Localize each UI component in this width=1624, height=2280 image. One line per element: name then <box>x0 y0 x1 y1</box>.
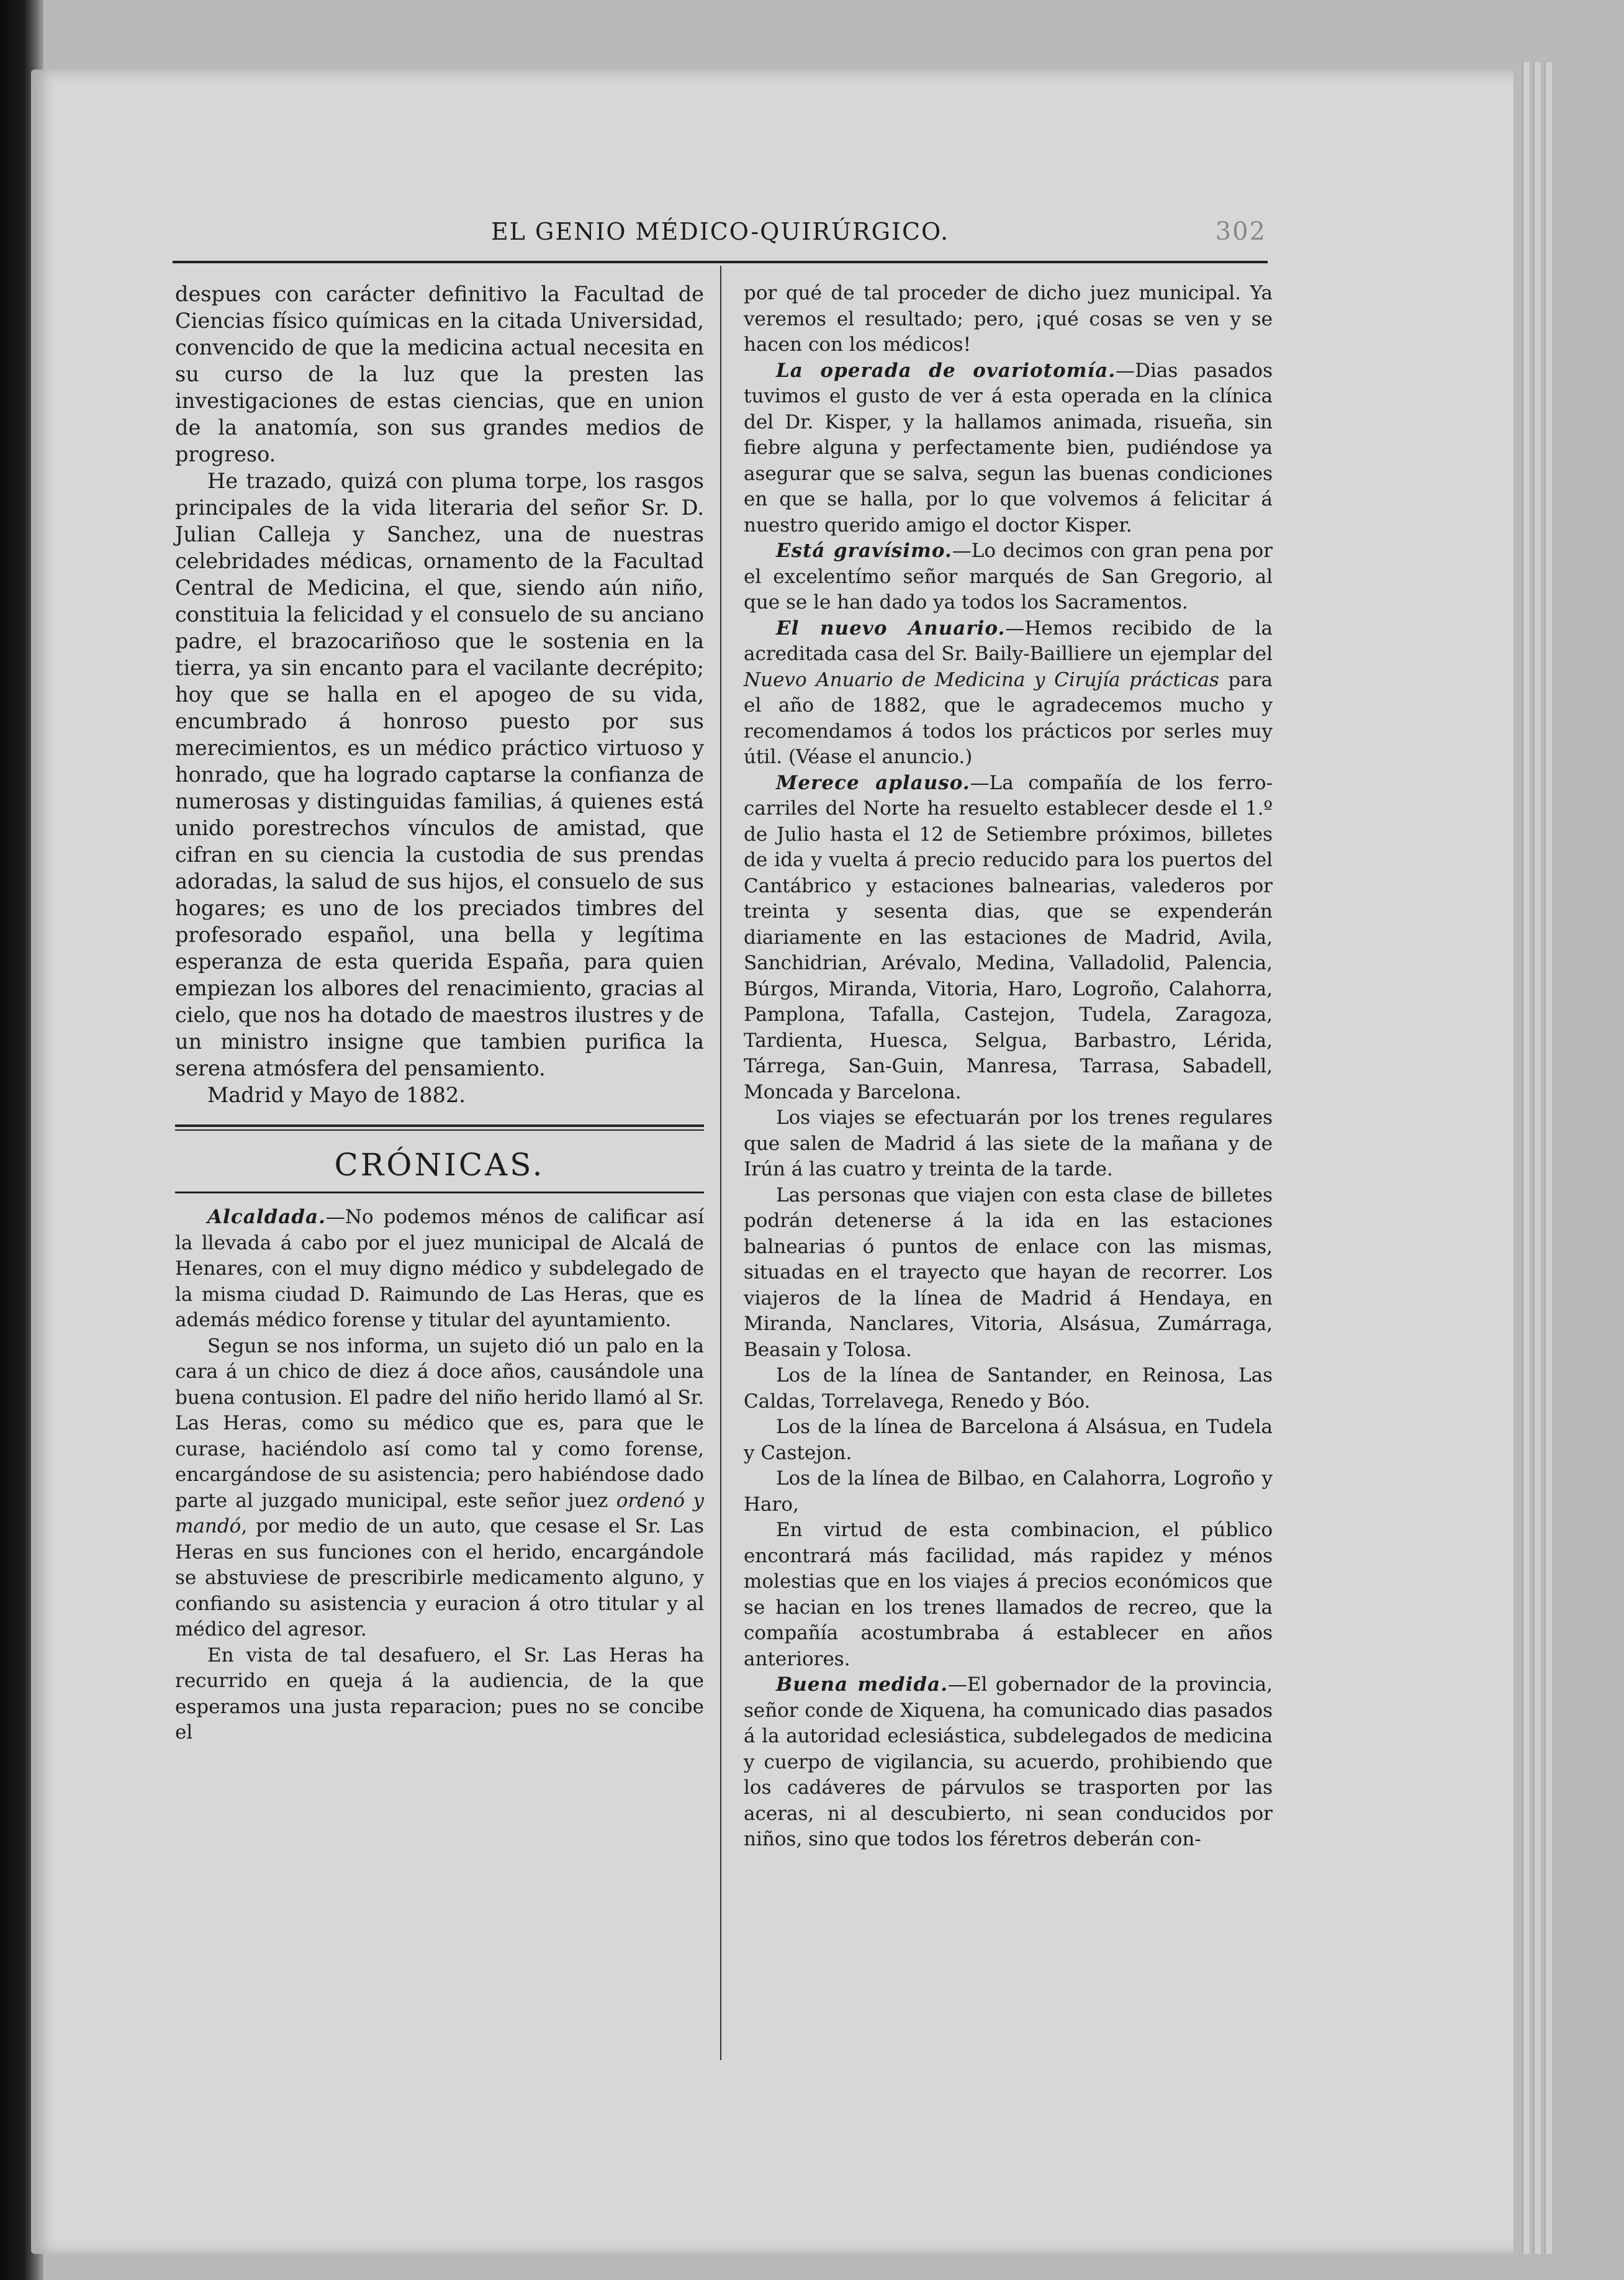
paragraph: He trazado, quizá con pluma torpe, los rasgos principales de la vida literaria del señor Sr. D. Julian Calleja y Sanchez, una de nuestras celebridades médicas, ornamento de la Facultad Central de Medicina, el que, siendo aún niño, constituia la felicidad y el consuelo de su anciano padre, el brazocariñoso que le sostenia en la tierra, ya sin encanto para el vacilante decrépito; hoy que se halla en el apogeo de su vida, encumbrado á honroso puesto por sus merecimientos, es un médico práctico virtuoso y honrado, que ha logrado captarse la confianza de numerosas y distinguidas familias, á quienes está unido porestrechos vínculos de amistad, que cifran en su ciencia la custodia de sus prendas adoradas, la salud de sus hijos, el consuelo de sus hogares; es uno de los preciados timbres del profesorado español, una bella y legítima esperanza de esta querida España, para quien empiezan los albores del renacimiento, gracias al cielo, que nos ha dotado de maestros ilustres y de un ministro insigne que tambien purifica la serena atmósfera del pensamiento. <box>175 469 704 1080</box>
page-edge <box>1522 62 1530 2254</box>
paragraph: En virtud de esta combinacion, el público encontrará más facilidad, más rapidez y ménos molestias que en los viajes á precios económicos que se hacian en los trenes llamados de recreo, que la compañía acostumbraba á establecer en años anteriores. <box>744 1519 1273 1670</box>
italic-title: Nuevo Anuario de Medicina y Cirujía prácticas <box>744 668 1219 691</box>
item-text: para el año de 1882, que le agradecemos mucho y recomendamos á todos los prácticos por serles muy útil. (Véase el anuncio.) <box>744 668 1273 768</box>
page-edge <box>1533 62 1541 2254</box>
item-heading: Está gravísimo. <box>776 540 952 562</box>
paragraph <box>744 1672 1273 1853</box>
header-rule <box>173 261 1268 263</box>
section-rule <box>175 1192 704 1193</box>
item-heading: Buena medida. <box>776 1673 948 1696</box>
page-title: EL GENIO MÉDICO-QUIRÚRGICO. <box>490 218 950 245</box>
paragraph <box>175 1334 704 1643</box>
item-text: —El gobernador de la provincia, señor conde de Xiquena, ha comunicado dias pasados á la autoridad eclesiástica, subdelegados de medicina y cuerpo de vigilancia, su acuerdo, prohibiendo que los cadáveres de párvulos se trasporten por las aceras, ni al descubierto, ni sean conducidos por niños, sino que todos los féretros deberán con- <box>744 1673 1273 1850</box>
page-edge <box>1545 62 1552 2254</box>
paragraph <box>744 616 1273 771</box>
paragraph: En vista de tal desafuero, el Sr. Las Heras ha recurrido en queja á la audiencia, de la que esperamos una justa reparacion; pues no se concibe el <box>175 1644 704 1744</box>
running-header <box>174 209 1266 255</box>
item-text: —La compañía de los ferro-carriles del Norte ha resuelto establecer desde el 1.º de Julio hasta el 12 de Setiembre próximos, billetes de ida y vuelta á precio reducido para los puertos del Cantábrico y estaciones balnearias, valederos por treinta y sesenta dias, que se expenderán diariamente en las estaciones de Madrid, Avila, Sanchidrian, Arévalo, Medina, Valladolid, Palencia, Búrgos, Miranda, Vitoria, Haro, Logroño, Calahorra, Pamplona, Tafalla, Castejon, Tudela, Zaragoza, Tardienta, Huesca, Selgua, Barbastro, Lérida, Tárrega, San-Guin, Manresa, Tarrasa, Sabadell, Moncada y Barcelona. <box>744 771 1273 1103</box>
paragraph <box>744 538 1273 616</box>
paragraph: Los de la línea de Barcelona á Alsásua, en Tudela y Castejon. <box>744 1416 1273 1464</box>
left-column <box>175 281 704 1746</box>
paragraph: Los de la línea de Santander, en Reinosa, Las Caldas, Torrelavega, Renedo y Bóo. <box>744 1364 1273 1413</box>
column-divider <box>720 266 721 2060</box>
item-text: , por medio de un auto, que cesase el Sr. Las Heras en sus funciones con el herido, encargándole se abstuviese de prescribirle medicamento alguno, y confiando su asistencia y euracion á otro titular y al médico del agresor. <box>175 1515 704 1640</box>
paragraph <box>175 1205 704 1334</box>
item-text: —Hemos recibido de la acreditada casa del Sr. Baily-Bailliere un ejemplar del <box>744 617 1273 665</box>
item-heading: Alcaldada. <box>207 1206 326 1228</box>
page-number: 302 <box>1215 217 1266 246</box>
item-heading: La operada de ovariotomía. <box>776 359 1116 382</box>
paragraph: despues con carácter definitivo la Facultad de Ciencias físico químicas en la citada Universidad, convencido de que la medicina actual necesita en su curso de la luz que la presten las investigaciones de estas ciencias, que en union de la anatomía, son sus grandes medios de progreso. <box>175 282 704 466</box>
item-text: —Lo decimos con gran pena por el excelentímo señor marqués de San Gregorio, al que se le han dado ya todos los Sacramentos. <box>744 540 1273 613</box>
paragraph: Las personas que viajen con esta clase de billetes podrán detenerse á la ida en las estaciones balnearias ó puntos de enlace con las mismas, situadas en el trayecto que hayan de recorrer. Los viajeros de la línea de Madrid á Hendaya, en Miranda, Nanclares, Vitoria, Alsásua, Zumárraga, Beasain y Tolosa. <box>744 1183 1273 1361</box>
paragraph <box>744 358 1273 539</box>
paragraph: Los de la línea de Bilbao, en Calahorra, Logroño y Haro, <box>744 1467 1273 1516</box>
item-text: Segun se nos informa, un sujeto dió un palo en la cara á un chico de diez á doce años, causándole una buena contusion. El padre del niño herido llamó al Sr. Las Heras, como su médico que es, para que le curase, haciéndolo así como tal y como forense, encargándose de su asistencia; pero habiéndose dado parte al juzgado municipal, este señor juez <box>175 1334 704 1512</box>
item-text: —No podemos ménos de calificar así la llevada á cabo por el juez municipal de Alcalá de Henares, con el muy digno médico y subdelegado de la misma ciudad D. Raimundo de Las Heras, que es además médico forense y titular del ayuntamiento. <box>175 1206 704 1331</box>
item-heading: Merece aplauso. <box>776 771 970 794</box>
section-divider <box>175 1124 704 1131</box>
section-title: CRÓNICAS. <box>334 1147 545 1183</box>
italic-phrase: ordenó y mandó <box>175 1489 704 1537</box>
right-column <box>744 281 1273 1853</box>
cronicas-body <box>175 1205 704 1746</box>
item-text: —Dias pasados tuvimos el gusto de ver á esta operada en la clínica del Dr. Kisper, y la hallamos animada, risueña, sin fiebre alguna y perfectamente bien, pudiéndose ya asegurar que se salva, segun las buenas condiciones en que se halla, por lo que volvemos á felicitar á nuestro querido amigo el doctor Kisper. <box>744 359 1273 536</box>
paragraph <box>744 771 1273 1106</box>
paragraph: por qué de tal proceder de dicho juez municipal. Ya veremos el resultado; pero, ¡qué cosas se ven y se hacen con los médicos! <box>744 282 1273 356</box>
paragraph: Los viajes se efectuarán por los trenes regulares que salen de Madrid á las siete de la mañana y de Irún á las cuatro y treinta de la tarde. <box>744 1106 1273 1180</box>
dateline: Madrid y Mayo de 1882. <box>207 1083 466 1107</box>
item-heading: El nuevo Anuario. <box>776 617 1006 640</box>
